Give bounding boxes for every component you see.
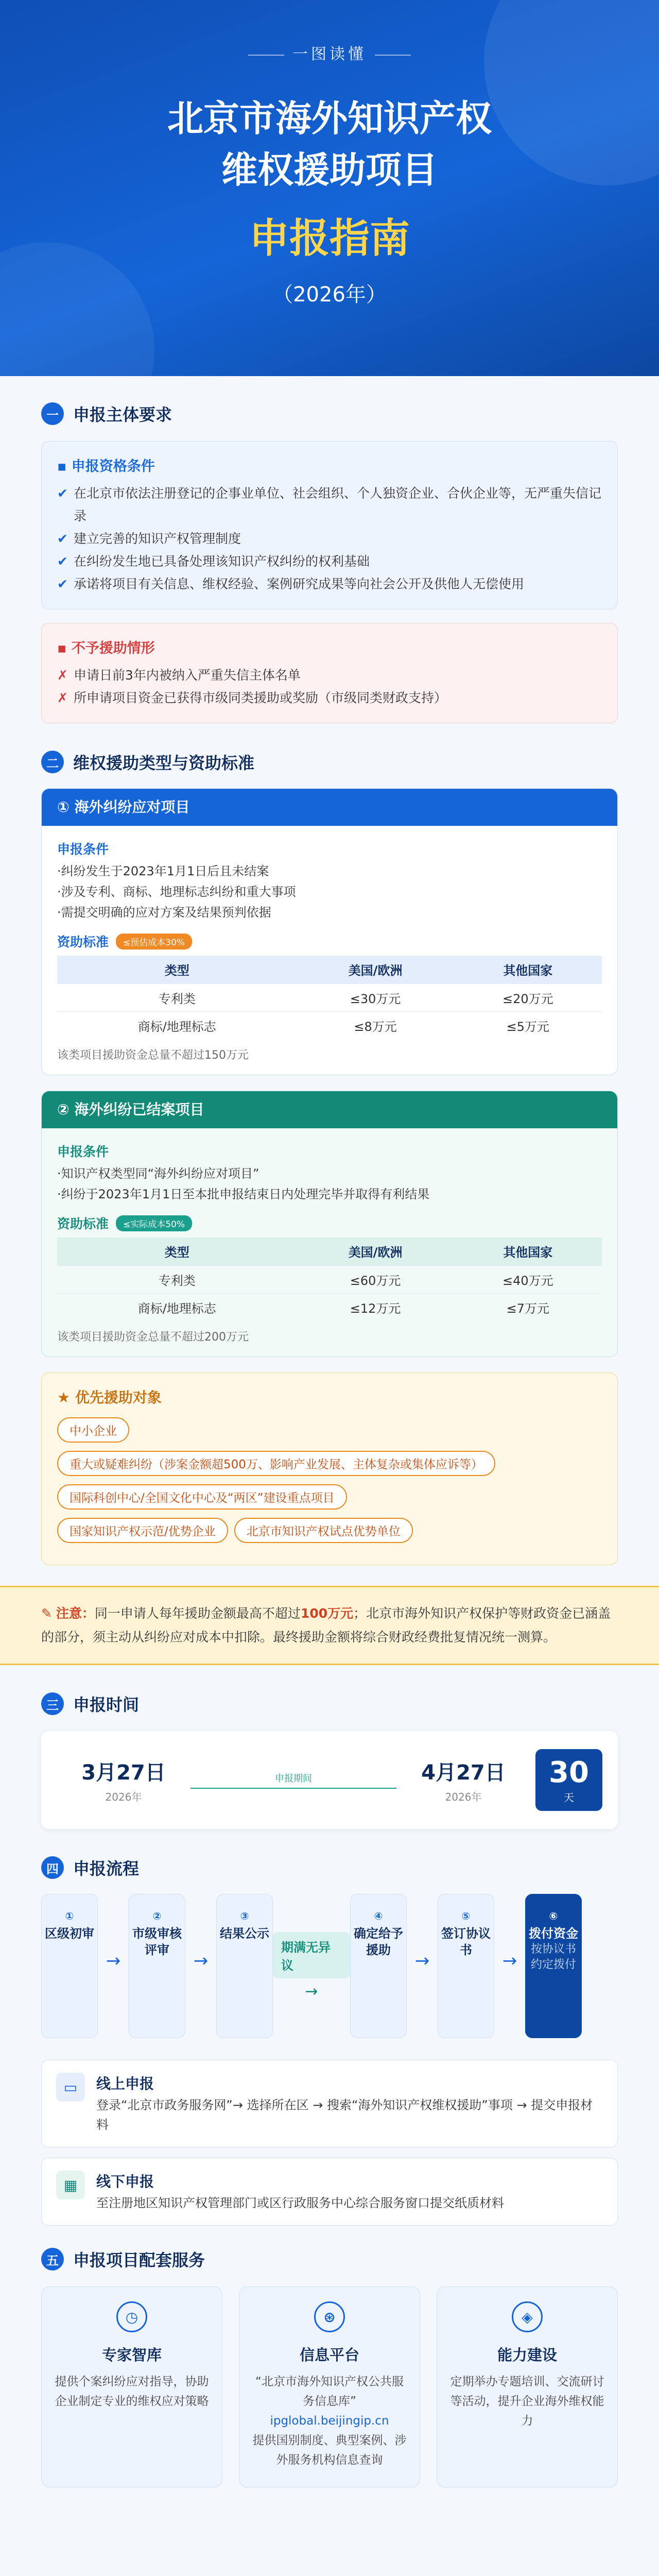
arrow-right-icon: →: [106, 1951, 121, 1971]
step-1: ① 区级初审: [41, 1894, 98, 2038]
standard-row: [57, 1214, 602, 1232]
hero-banner: [0, 0, 659, 376]
table-header: [57, 956, 602, 984]
section-number: 三: [41, 1692, 64, 1715]
section-number: 一: [41, 402, 64, 425]
priority-chip: 北京市知识产权试点优势单位: [234, 1518, 413, 1543]
table-cell: ≤30万元: [297, 984, 454, 1011]
list-item: ✔ 建立完善的知识产权管理制度: [57, 528, 602, 550]
section-title: 维权援助类型与资助标准: [73, 753, 255, 773]
arrow-right-icon: →: [502, 1951, 517, 1971]
condition-item: ·纠纷发生于2023年1月1日后且未结案: [57, 864, 269, 878]
exclusion-title: ▪ 不予援助情形: [57, 640, 155, 656]
section-types: [0, 744, 659, 1565]
priority-title: ★ 优先援助对象: [57, 1389, 162, 1406]
column-header: 其他国家: [454, 1238, 602, 1265]
service-url[interactable]: ipglobal.beijingip.cn: [270, 2414, 389, 2428]
building-icon: ▦: [56, 2171, 85, 2199]
column-header: 类型: [57, 1238, 297, 1265]
table-cell: 专利类: [57, 1265, 297, 1293]
table-cell: 商标/地理标志: [57, 1293, 297, 1321]
standard-title: 资助标准: [57, 1216, 109, 1231]
check-icon: ✔: [57, 531, 68, 546]
step-2: ② 市级审核评审: [129, 1894, 185, 2038]
conditions-title: 申报条件: [57, 842, 109, 857]
service-desc: 提供个案纠纷应对指导，协助企业制定专业的维权应对策略: [55, 2375, 209, 2408]
exclusion-box: [41, 623, 618, 723]
project-title: ① 海外纠纷应对项目: [42, 789, 617, 826]
notice-text: 同一申请人每年援助金额最高不超过: [94, 1606, 301, 1621]
arrow-right-icon: →: [305, 1982, 318, 2001]
start-date: 3月27日 2026年: [81, 1761, 166, 1803]
column-header: 美国/欧洲: [297, 956, 454, 984]
arrow-right-icon: →: [414, 1951, 430, 1971]
qualification-box: [41, 441, 618, 609]
column-header: 美国/欧洲: [297, 1238, 454, 1265]
list-item: ✔ 承诺将项目有关信息、维权经验、案例研究成果等向社会公开及供他人无偿使用: [57, 573, 602, 596]
section-process: [0, 1850, 659, 2226]
computer-icon: ▭: [56, 2073, 85, 2102]
table-cell: ≤12万元: [297, 1293, 454, 1321]
table-cell: ≤7万元: [454, 1293, 602, 1321]
hero-year: （2026年）: [272, 283, 387, 307]
service-cards: [41, 2286, 618, 2487]
notice-banner: [0, 1586, 659, 1665]
service-card: [41, 2286, 222, 2487]
hero-title: 北京市海外知识产权 维权援助项目: [167, 97, 492, 191]
table-row: [57, 1265, 602, 1293]
project-card-2: [41, 1091, 618, 1357]
table-row: [57, 1293, 602, 1321]
column-header: 其他国家: [454, 956, 602, 984]
list-item: ✗ 申请日前3年内被纳入严重失信主体名单: [57, 664, 602, 687]
list-item: ✔ 在北京市依法注册登记的企事业单位、社会组织、个人独资企业、合伙企业等，无严重失信记录: [57, 482, 602, 528]
step-3: ③ 结果公示: [216, 1894, 273, 2038]
table-cell: ≤60万元: [297, 1265, 454, 1293]
table-row: [57, 1011, 602, 1039]
section-number: 四: [41, 1856, 64, 1879]
priority-chips: [57, 1417, 602, 1551]
service-desc: “北京市海外知识产权公共服务信息库”: [255, 2375, 404, 2408]
hero-subtitle: 申报指南: [249, 215, 410, 262]
cross-icon: ✗: [57, 668, 68, 683]
funding-table: [57, 956, 602, 1039]
globe-icon: ⊛: [314, 2301, 345, 2332]
cost-badge: ≤实际成本50%: [116, 1215, 192, 1231]
days-badge: 30 天: [535, 1749, 602, 1811]
end-date: 4月27日 2026年: [421, 1761, 506, 1803]
section-title: 申报主体要求: [73, 405, 172, 425]
condition-item: ·知识产权类型同“海外纠纷应对项目”: [57, 1166, 259, 1181]
objection-pill: 期满无异议 →: [273, 1894, 350, 2038]
clock-icon: ◷: [116, 2301, 147, 2332]
section-header: [41, 744, 618, 780]
section-header: [41, 1686, 618, 1722]
fund-note: 该类项目援助资金总量不超过150万元: [57, 1049, 249, 1062]
condition-item: ·纠纷于2023年1月1日至本批申报结束日内处理完毕并取得有利结果: [57, 1187, 430, 1201]
priority-box: [41, 1372, 618, 1565]
period-arrow: 申报期间: [175, 1771, 412, 1789]
table-row: [57, 984, 602, 1011]
condition-item: ·涉及专利、商标、地理标志纠纷和重大事项: [57, 885, 296, 899]
section-title: 申报项目配套服务: [73, 2250, 205, 2270]
step-4: ④ 确定给予援助: [350, 1894, 407, 2038]
process-flow: [41, 1894, 618, 2048]
fund-note: 该类项目援助资金总量不超过200万元: [57, 1331, 249, 1344]
pin-icon: ✎: [41, 1606, 52, 1621]
project-title: ② 海外纠纷已结案项目: [42, 1091, 617, 1128]
notice-label: 注意：: [56, 1606, 95, 1621]
step-6: ⑥ 拨付资金 按协议书约定拨付: [525, 1894, 582, 2038]
priority-chip: 国际科创中心/全国文化中心及“两区”建设重点项目: [57, 1484, 347, 1510]
section-number: 五: [41, 2248, 64, 2270]
table-cell: ≤40万元: [454, 1265, 602, 1293]
cost-badge: ≤预估成本30%: [116, 934, 192, 950]
check-icon: ✔: [57, 486, 68, 501]
arrow-right-icon: →: [193, 1951, 209, 1971]
table-cell: 商标/地理标志: [57, 1011, 297, 1039]
hero-tag: 一图读懂: [0, 41, 659, 64]
section-header: [41, 396, 618, 432]
notice-text: ；北京市海外知识产权保护等财政资金已涵盖的部分，须主动从纠纷应对成本中扣除。最终援助金额将综合财政经费批复情况统一测算。: [41, 1606, 611, 1645]
table-header: [57, 1238, 602, 1265]
qualification-title: ▪ 申报资格条件: [57, 459, 155, 474]
table-cell: ≤20万元: [454, 984, 602, 1011]
notice-amount: 100万元: [300, 1606, 354, 1621]
column-header: 类型: [57, 956, 297, 984]
service-desc: 提供国别制度、典型案例、涉外服务机构信息查询: [252, 2434, 407, 2467]
list-item: ✗ 所申请项目资金已获得市级同类援助或奖励（市级同类财政支持）: [57, 687, 602, 709]
timeline-card: [41, 1731, 618, 1829]
condition-item: ·需提交明确的应对方案及结果预判依据: [57, 905, 271, 920]
online-apply: ▭ 线上申报 登录“北京市政务服务网”→ 选择所在区 → 搜索“海外知识产权维权援助”事项 → 提交申报材料: [41, 2060, 618, 2147]
section-title: 申报流程: [73, 1859, 140, 1878]
check-icon: ✔: [57, 577, 68, 591]
cross-icon: ✗: [57, 690, 68, 705]
conditions-title: 申报条件: [57, 1144, 109, 1159]
service-card: [437, 2286, 618, 2487]
service-card: [239, 2286, 420, 2487]
section-header: [41, 1850, 618, 1886]
priority-chip: 国家知识产权示范/优势企业: [57, 1518, 228, 1543]
service-desc: 定期举办专题培训、交流研讨等活动，提升企业海外维权能力: [450, 2375, 604, 2428]
project-card-1: [41, 788, 618, 1075]
star-icon: ★: [57, 1389, 71, 1406]
service-title: 能力建设: [497, 2346, 557, 2364]
project-body: [42, 1128, 617, 1357]
table-cell: ≤5万元: [454, 1011, 602, 1039]
section-eligibility: [0, 396, 659, 723]
funding-table: [57, 1238, 602, 1321]
standard-row: [57, 932, 602, 951]
table-cell: ≤8万元: [297, 1011, 454, 1039]
table-cell: 专利类: [57, 984, 297, 1011]
service-title: 专家智库: [101, 2346, 162, 2364]
growth-icon: ◈: [512, 2301, 543, 2332]
standard-title: 资助标准: [57, 935, 109, 950]
section-title: 申报时间: [73, 1695, 140, 1715]
section-time: [0, 1686, 659, 1829]
priority-chip: 重大或疑难纠纷（涉案金额超500万、影响产业发展、主体复杂或集体应诉等）: [57, 1451, 495, 1476]
list-item: ✔ 在纠纷发生地已具备处理该知识产权纠纷的权利基础: [57, 550, 602, 573]
section-services: [0, 2241, 659, 2487]
service-title: 信息平台: [299, 2346, 359, 2364]
section-header: [41, 2241, 618, 2277]
priority-chip: 中小企业: [57, 1417, 129, 1443]
section-number: 二: [41, 751, 64, 773]
check-icon: ✔: [57, 554, 68, 569]
offline-apply: ▦ 线下申报 至注册地区知识产权管理部门或区行政服务中心综合服务窗口提交纸质材料: [41, 2158, 618, 2226]
step-5: ⑤ 签订协议书: [438, 1894, 494, 2038]
project-body: [42, 826, 617, 1075]
